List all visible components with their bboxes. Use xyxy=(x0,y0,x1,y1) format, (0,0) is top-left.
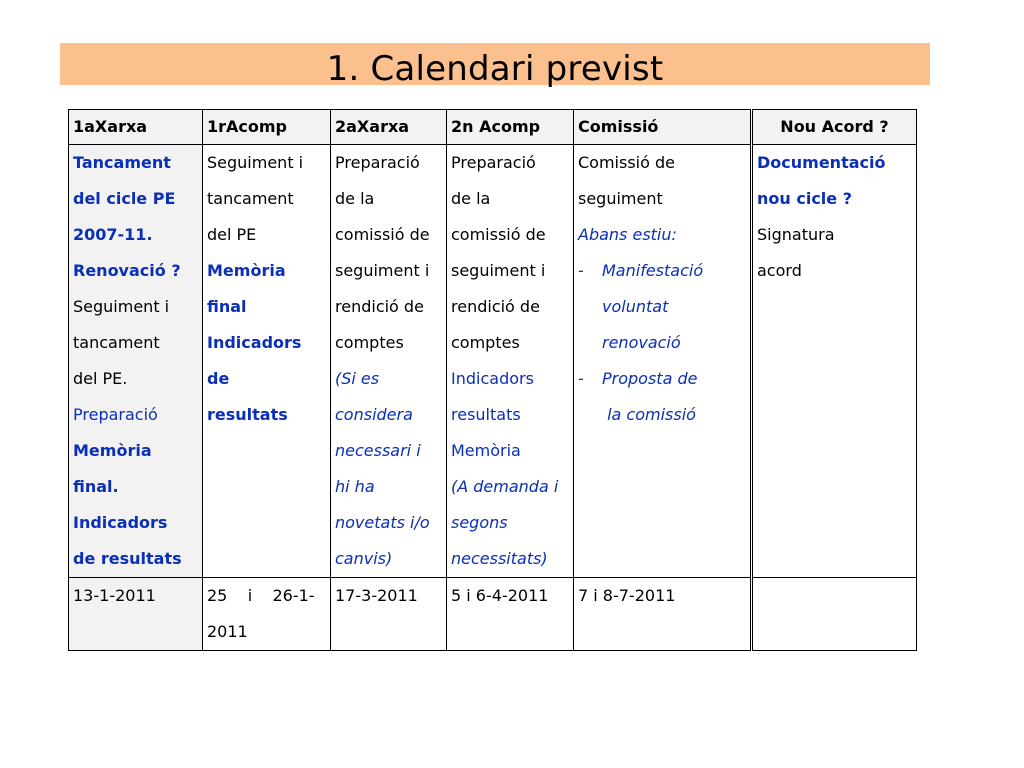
content-row xyxy=(69,145,917,578)
text-line: segons xyxy=(451,513,508,532)
bullet-item xyxy=(578,361,746,397)
text-line: final xyxy=(207,297,247,316)
text-line: considera xyxy=(335,405,413,424)
header-2nacomp: 2n Acomp xyxy=(447,110,574,145)
text-line: Tancament xyxy=(73,153,171,172)
date-text: 2011 xyxy=(207,622,248,641)
text-line: resultats xyxy=(207,405,288,424)
text-line: Preparació xyxy=(335,153,420,172)
text-line: del PE xyxy=(207,225,257,244)
text-line: Signatura xyxy=(757,225,835,244)
date-nou-acord xyxy=(752,578,917,651)
cell-1racomp xyxy=(203,145,331,578)
text-line: comissió de xyxy=(335,225,430,244)
text-line: seguiment i xyxy=(451,261,546,280)
cell-2nacomp xyxy=(447,145,574,578)
text-line: seguiment i xyxy=(335,261,430,280)
text-line: la comissió xyxy=(602,405,696,424)
header-nou-acord: Nou Acord ? xyxy=(752,110,917,145)
text-line: Proposta de xyxy=(602,369,698,388)
header-2axarxa: 2aXarxa xyxy=(331,110,447,145)
text-line: (Si es xyxy=(335,369,380,388)
date-text: 25 i 26-1- xyxy=(207,586,315,605)
header-row xyxy=(69,110,917,145)
text-line: necessitats) xyxy=(451,549,548,568)
calendar-table xyxy=(68,109,917,651)
text-line: nou cicle ? xyxy=(757,189,852,208)
date-text: 7 i 8-7-2011 xyxy=(578,586,676,605)
date-1racomp xyxy=(203,578,331,651)
text-line: Abans estiu: xyxy=(578,225,677,244)
bullet-dash: - xyxy=(578,369,584,388)
text-line: Memòria xyxy=(207,261,286,280)
text-line: Manifestació xyxy=(602,261,704,280)
text-line: voluntat xyxy=(602,297,669,316)
cell-1axarxa xyxy=(69,145,203,578)
text-line: Comissió de xyxy=(578,153,675,172)
text-line: 2007-11. xyxy=(73,225,153,244)
date-2nacomp xyxy=(447,578,574,651)
cell-2axarxa xyxy=(331,145,447,578)
text-line: acord xyxy=(757,261,802,280)
text-line: del cicle PE xyxy=(73,189,176,208)
text-line: novetats i/o xyxy=(335,513,430,532)
header-1axarxa: 1aXarxa xyxy=(69,110,203,145)
text-line: hi ha xyxy=(335,477,375,496)
bullet-dash: - xyxy=(578,261,584,280)
text-line: comissió de xyxy=(451,225,546,244)
text-line: comptes xyxy=(335,333,404,352)
text-line: Indicadors xyxy=(207,333,302,352)
text-line: tancament xyxy=(73,333,160,352)
header-1racomp: 1rAcomp xyxy=(203,110,331,145)
dates-row xyxy=(69,578,917,651)
text-line: resultats xyxy=(451,405,521,424)
slide-title: 1. Calendari previst xyxy=(326,49,664,89)
text-line: Indicadors xyxy=(451,369,534,388)
text-line: Seguiment i xyxy=(73,297,170,316)
date-2axarxa xyxy=(331,578,447,651)
text-line: Indicadors xyxy=(73,513,168,532)
text-line: de resultats xyxy=(73,549,182,568)
header-comissio: Comissió xyxy=(574,110,752,145)
text-line: comptes xyxy=(451,333,520,352)
text-line: de la xyxy=(451,189,491,208)
text-line: de xyxy=(207,369,230,388)
text-line: Renovació ? xyxy=(73,261,181,280)
text-line: Memòria xyxy=(451,441,521,460)
text-line: rendició de xyxy=(451,297,540,316)
text-line: necessari i xyxy=(335,441,421,460)
text-line: tancament xyxy=(207,189,294,208)
text-line: renovació xyxy=(602,333,681,352)
text-line: Memòria xyxy=(73,441,152,460)
cell-comissio xyxy=(574,145,752,578)
text-line: del PE. xyxy=(73,369,128,388)
text-line: Preparació xyxy=(73,405,158,424)
date-text: 13-1-2011 xyxy=(73,586,156,605)
date-1axarxa xyxy=(69,578,203,651)
text-line: seguiment xyxy=(578,189,663,208)
text-line: final. xyxy=(73,477,119,496)
text-line: Documentació xyxy=(757,153,886,172)
bullet-item xyxy=(578,253,746,289)
date-text: 17-3-2011 xyxy=(335,586,418,605)
text-line: (A demanda i xyxy=(451,477,559,496)
date-comissio xyxy=(574,578,752,651)
text-line: Seguiment i xyxy=(207,153,304,172)
date-text: 5 i 6-4-2011 xyxy=(451,586,549,605)
text-line: de la xyxy=(335,189,375,208)
text-line: canvis) xyxy=(335,549,393,568)
cell-nou-acord xyxy=(752,145,917,578)
text-line: Preparació xyxy=(451,153,536,172)
text-line: rendició de xyxy=(335,297,424,316)
